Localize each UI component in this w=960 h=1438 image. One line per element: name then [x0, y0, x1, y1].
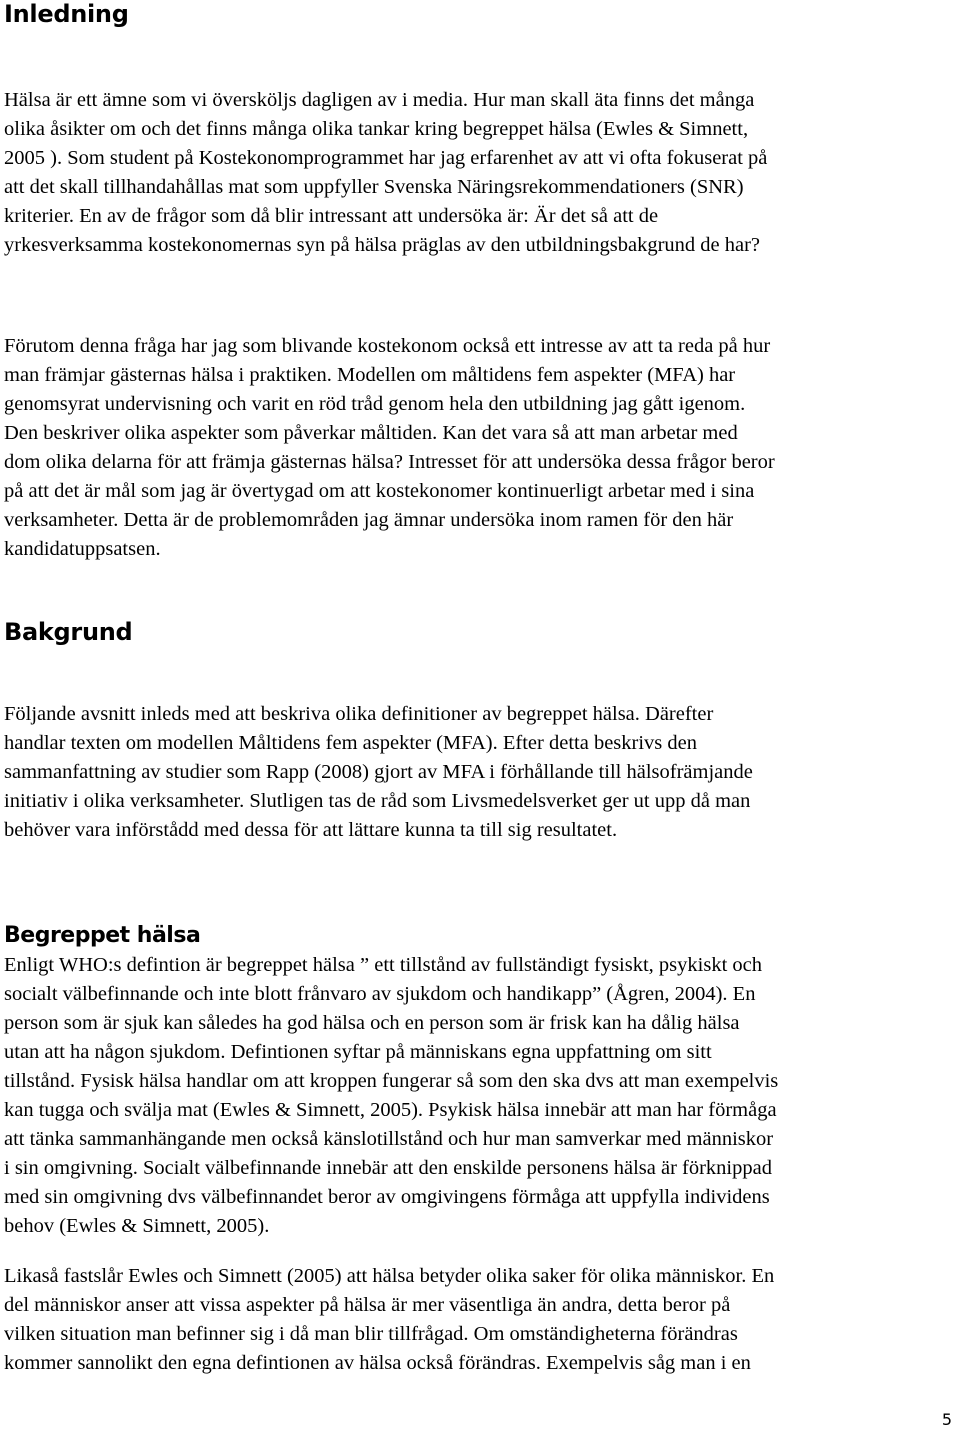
- text-line: kan tugga och svälja mat (Ewles & Simnett, 2005). Psykisk hälsa innebär att man har förmåga: [4, 1099, 777, 1121]
- section-heading-inledning: Inledning: [4, 0, 129, 28]
- text-line: genomsyrat undervisning och varit en röd tråd genom hela den utbildning jag gått igenom.: [4, 393, 746, 415]
- text-line: man främjar gästernas hälsa i praktiken. Modellen om måltidens fem aspekter (MFA) har: [4, 364, 736, 386]
- text-line: behov (Ewles & Simnett, 2005).: [4, 1215, 270, 1237]
- section-heading-bakgrund: Bakgrund: [4, 618, 133, 646]
- text-line: yrkesverksamma kostekonomernas syn på hälsa präglas av den utbildningsbakgrund de har?: [4, 234, 761, 256]
- paragraph-begreppet-halsa-2: [4, 1262, 960, 1378]
- paragraph-begreppet-halsa-1: [4, 951, 960, 1241]
- text-line: Följande avsnitt inleds med att beskriva olika definitioner av begreppet hälsa. Därefter: [4, 703, 714, 725]
- paragraph-inledning-2: [4, 332, 960, 564]
- text-line: på att det är mål som jag är övertygad om att kostekonomer kontinuerligt arbetar med i sina: [4, 480, 755, 502]
- text-line: handlar texten om modellen Måltidens fem aspekter (MFA). Efter detta beskrivs den: [4, 732, 697, 754]
- text-line: att det skall tillhandahållas mat som uppfyller Svenska Näringsrekommendationers (SNR): [4, 176, 744, 198]
- text-line: verksamheter. Detta är de problemområden jag ämnar undersöka inom ramen för den här: [4, 509, 734, 531]
- text-line: kandidatuppsatsen.: [4, 538, 161, 560]
- text-line: Hälsa är ett ämne som vi översköljs dagligen av i media. Hur man skall äta finns det många: [4, 89, 755, 111]
- text-line: dom olika delarna för att främja gästernas hälsa? Intresset för att undersöka dessa frågor beror: [4, 451, 775, 473]
- text-line: utan att ha någon sjukdom. Defintionen syftar på människans egna uppfattning om sitt: [4, 1041, 712, 1063]
- section-heading-begreppet-halsa: Begreppet hälsa: [4, 923, 201, 948]
- text-line: i sin omgivning. Socialt välbefinnande innebär att den enskilde personens hälsa är förknippad: [4, 1157, 772, 1179]
- text-line: initiativ i olika verksamheter. Slutligen tas de råd som Livsmedelsverket ger ut upp då man: [4, 790, 751, 812]
- text-line: att tänka sammanhängande men också känslotillstånd och hur man samverkar med människor: [4, 1128, 774, 1150]
- text-line: Den beskriver olika aspekter som påverkar måltiden. Kan det vara så att man arbetar med: [4, 422, 738, 444]
- text-line: vilken situation man befinner sig i då man blir tillfrågad. Om omständigheterna förändras: [4, 1323, 738, 1345]
- text-line: Likaså fastslår Ewles och Simnett (2005) att hälsa betyder olika saker för olika människor. En: [4, 1265, 775, 1287]
- paragraph-inledning-1: [4, 86, 960, 260]
- page-number: 5: [941, 1410, 952, 1429]
- text-line: behöver vara införstådd med dessa för att lättare kunna ta till sig resultatet.: [4, 819, 618, 841]
- text-line: sammanfattning av studier som Rapp (2008) gjort av MFA i förhållande till hälsofrämjande: [4, 761, 753, 783]
- text-line: del människor anser att vissa aspekter på hälsa är mer väsentliga än andra, detta beror på: [4, 1294, 731, 1316]
- text-line: kriterier. En av de frågor som då blir intressant att undersöka är: Är det så att de: [4, 205, 659, 227]
- text-line: 2005 ). Som student på Kostekonomprogrammet har jag erfarenhet av att vi ofta fokuserat på: [4, 147, 768, 169]
- paragraph-bakgrund-1: [4, 700, 960, 845]
- text-line: olika åsikter om och det finns många olika tankar kring begreppet hälsa (Ewles & Simnett,: [4, 118, 749, 140]
- text-line: Förutom denna fråga har jag som blivande kostekonom också ett intresse av att ta reda på hur: [4, 335, 771, 357]
- text-line: person som är sjuk kan således ha god hälsa och en person som är frisk kan ha dålig hälsa: [4, 1012, 740, 1034]
- text-line: med sin omgivning dvs välbefinnandet beror av omgivingens förmåga att uppfylla individens: [4, 1186, 770, 1208]
- text-line: kommer sannolikt den egna defintionen av hälsa också förändras. Exempelvis såg man i en: [4, 1352, 751, 1374]
- text-line: socialt välbefinnande och inte blott frånvaro av sjukdom och handikapp” (Ågren, 2004). En: [4, 983, 756, 1005]
- text-line: tillstånd. Fysisk hälsa handlar om att kroppen fungerar så som den ska dvs att man exempelvis: [4, 1070, 779, 1092]
- text-line: Enligt WHO:s defintion är begreppet hälsa ” ett tillstånd av fullständigt fysiskt, psykiskt och: [4, 954, 762, 976]
